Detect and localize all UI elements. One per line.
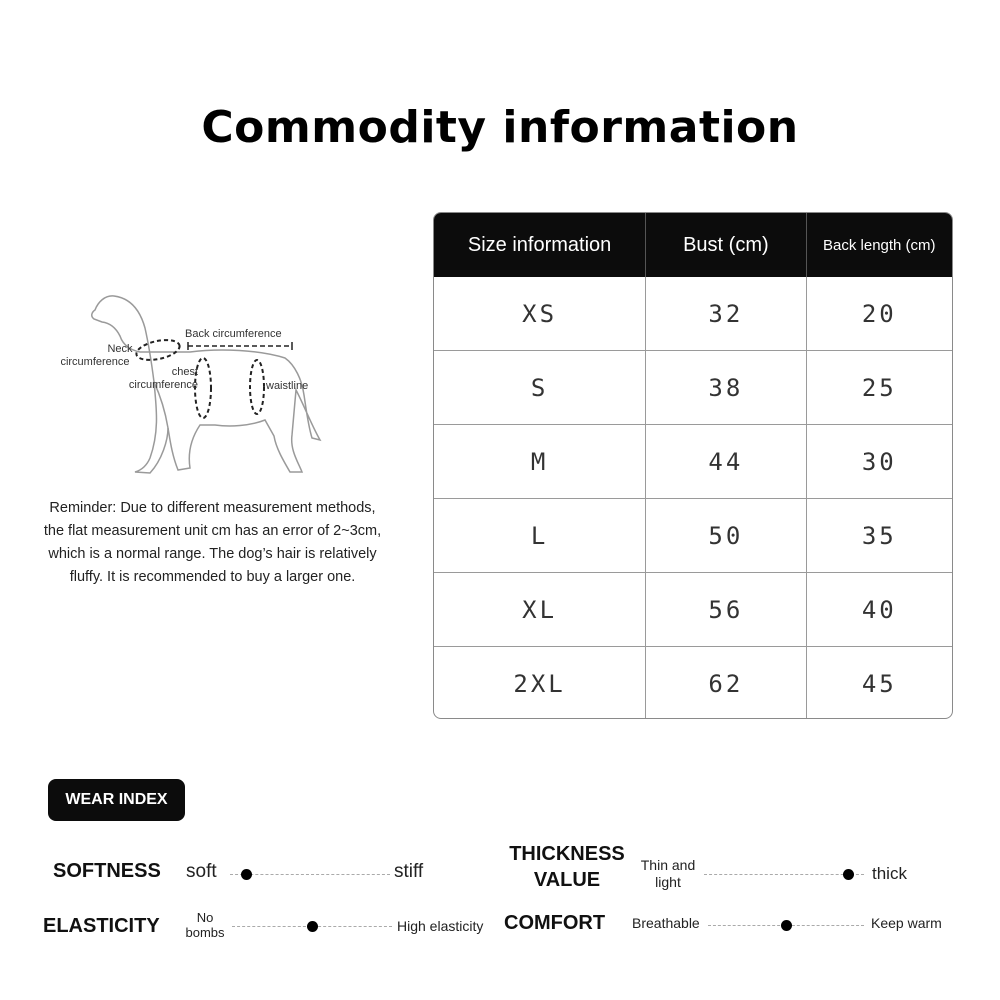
thickness-left-text: Thin and light (640, 857, 696, 890)
wear-index-badge: WEAR INDEX (48, 779, 185, 821)
softness-label: SOFTNESS (53, 860, 161, 882)
comfort-right-text: Keep warm (871, 915, 942, 931)
header-bust: Bust (cm) (646, 213, 806, 277)
cell-back-length: 35 (861, 521, 897, 550)
cell-bust: 56 (646, 573, 806, 646)
cell-bust: 44 (646, 425, 806, 498)
chest-circumference-label: chest circumference (128, 366, 198, 391)
thickness-right-text: thick (872, 864, 907, 883)
cell-back-length: 20 (861, 299, 897, 328)
thickness-label: THICKNESS VALUE (509, 843, 625, 891)
table-row (434, 498, 952, 572)
cell-back-length: 40 (861, 595, 897, 624)
comfort-level-dot (781, 920, 792, 931)
table-header (434, 213, 952, 277)
elasticity-right-text: High elasticity (397, 918, 484, 934)
cell-size: XL (434, 573, 646, 646)
softness-scale (230, 868, 390, 880)
cell-bust: 38 (646, 351, 806, 424)
cell-bust: 32 (646, 277, 806, 350)
dog-measurement-diagram (50, 290, 340, 480)
softness-level-dot (241, 869, 252, 880)
softness-left-text: soft (186, 861, 217, 882)
back-circumference-label: Back circumference (185, 328, 282, 340)
cell-size: M (434, 425, 646, 498)
cell-size: L (434, 499, 646, 572)
elasticity-label: ELASTICITY (43, 915, 160, 937)
thickness-level-dot (843, 869, 854, 880)
table-row (434, 646, 952, 719)
header-back-length: Back length (cm) (823, 236, 936, 254)
comfort-left-text: Breathable (632, 915, 700, 931)
comfort-scale (708, 919, 864, 931)
table-row (434, 424, 952, 498)
cell-size: 2XL (434, 647, 646, 719)
table-row (434, 350, 952, 424)
cell-bust: 50 (646, 499, 806, 572)
softness-right-text: stiff (394, 861, 424, 882)
thickness-scale (704, 868, 864, 880)
cell-size: XS (434, 277, 646, 350)
cell-back-length: 30 (861, 447, 897, 476)
cell-size: S (434, 351, 646, 424)
table-row (434, 572, 952, 646)
neck-circumference-label: Neck circumference (60, 343, 133, 368)
header-size: Size information (434, 213, 646, 277)
elasticity-scale (232, 920, 392, 932)
elasticity-left-text: No bombs (185, 910, 225, 940)
page-title: Commodity information (201, 102, 799, 153)
elasticity-level-dot (307, 921, 318, 932)
cell-back-length: 45 (861, 669, 897, 698)
size-table (433, 212, 953, 719)
waistline-label: waistline (266, 380, 309, 392)
table-row (434, 277, 952, 350)
cell-bust: 62 (646, 647, 806, 719)
reminder-text: Reminder: Due to different measurement methods, the flat measurement unit cm has an error of 2~3cm, which is a normal range. The dog’s hair is relatively fluffy. It is recommended to buy a larger one. (43, 500, 382, 585)
cell-back-length: 25 (861, 373, 897, 402)
comfort-label: COMFORT (504, 912, 606, 934)
